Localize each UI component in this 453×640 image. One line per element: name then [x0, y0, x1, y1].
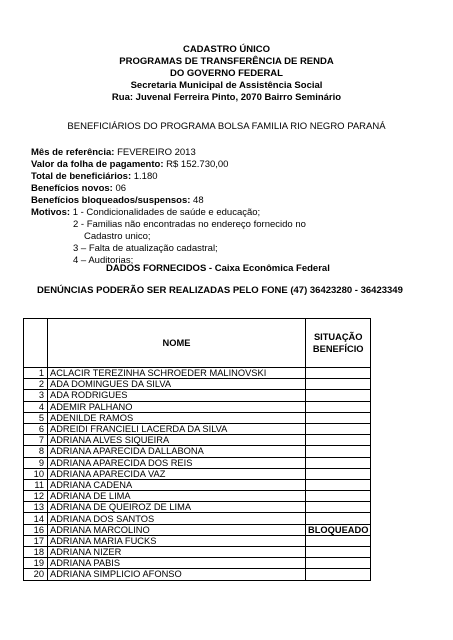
col-num-header — [24, 319, 48, 368]
table-row — [24, 435, 371, 446]
table-row — [24, 446, 371, 457]
valor-value: R$ 152.730,00 — [163, 159, 229, 170]
table-row — [24, 423, 371, 434]
row-situacao — [306, 569, 371, 580]
col-situacao-header: SITUAÇÃO BENEFÍCIO — [306, 319, 371, 368]
subtitle: BENEFICIÁRIOS DO PROGRAMA BOLSA FAMILIA RIO NEGRO PARANÁ — [67, 121, 386, 132]
mes-label: Mês de referência: — [31, 147, 115, 158]
table-row — [24, 368, 371, 379]
row-number: 13 — [24, 502, 48, 513]
row-number: 12 — [24, 491, 48, 502]
table-row — [24, 479, 371, 490]
row-number: 10 — [24, 468, 48, 479]
motivo-3: 3 – Falta de atualização cadastral; — [73, 243, 218, 254]
row-number: 3 — [24, 390, 48, 401]
row-name: ADRIANA ALVES SIQUEIRA — [48, 435, 306, 446]
table-row — [24, 569, 371, 580]
motivo-1: 1 - Condicionalidades de saúde e educação; — [70, 207, 261, 218]
row-name: ADA RODRIGUES — [48, 390, 306, 401]
row-situacao — [306, 491, 371, 502]
bloq-label: Benefícios bloqueados/suspensos: — [31, 195, 191, 206]
row-name: ADEMIR PALHANO — [48, 401, 306, 412]
valor-label: Valor da folha de pagamento: — [31, 159, 164, 170]
total-value: 1.180 — [131, 171, 158, 182]
row-number: 11 — [24, 479, 48, 490]
row-number: 4 — [24, 401, 48, 412]
row-situacao — [306, 457, 371, 468]
row-situacao — [306, 435, 371, 446]
beneficios-novos — [31, 183, 126, 195]
table-row — [24, 491, 371, 502]
row-number: 17 — [24, 535, 48, 546]
table-row — [24, 401, 371, 412]
row-number: 16 — [24, 524, 48, 535]
table-row — [24, 524, 371, 535]
beneficios-bloqueados — [31, 195, 204, 207]
row-situacao — [306, 547, 371, 558]
valor-folha — [31, 159, 228, 171]
table-row — [24, 390, 371, 401]
motivos — [31, 207, 260, 219]
header-line-5: Rua: Juvenal Ferreira Pinto, 2070 Bairro Seminário — [111, 92, 342, 103]
col-nome-header: NOME — [48, 319, 306, 368]
bloq-value: 48 — [190, 195, 204, 206]
row-number: 19 — [24, 558, 48, 569]
table-row — [24, 379, 371, 390]
row-situacao — [306, 401, 371, 412]
row-name: ADRIANA DE QUEIROZ DE LIMA — [48, 502, 306, 513]
row-situacao — [306, 368, 371, 379]
table-row — [24, 558, 371, 569]
row-name: ADRIANA PABIS — [48, 558, 306, 569]
table-row — [24, 468, 371, 479]
dados-fornecidos: DADOS FORNECIDOS - Caixa Econômica Federal — [106, 263, 330, 274]
row-number: 18 — [24, 547, 48, 558]
row-number: 2 — [24, 379, 48, 390]
motivos-label: Motivos: — [31, 207, 71, 218]
total-beneficiarios — [31, 171, 158, 183]
header-line-3: DO GOVERNO FEDERAL — [170, 68, 283, 79]
row-situacao — [306, 513, 371, 524]
row-name: ADRIANA CADENA — [48, 479, 306, 490]
row-name: ADRIANA MARIA FUCKS — [48, 535, 306, 546]
row-situacao — [306, 412, 371, 423]
row-number: 9 — [24, 457, 48, 468]
row-situacao: BLOQUEADO — [306, 524, 371, 535]
table-row — [24, 513, 371, 524]
header-line-2: PROGRAMAS DE TRANSFERÊNCIA DE RENDA — [119, 56, 334, 67]
row-name: ADRIANA APARECIDA DALLABONA — [48, 446, 306, 457]
row-situacao — [306, 423, 371, 434]
row-name: ADRIANA SIMPLICIO AFONSO — [48, 569, 306, 580]
row-name: ADREIDI FRANCIELI LACERDA DA SILVA — [48, 423, 306, 434]
row-number: 6 — [24, 423, 48, 434]
row-name: ADRIANA DOS SANTOS — [48, 513, 306, 524]
motivo-2b: Cadastro unico; — [84, 231, 151, 242]
row-situacao — [306, 558, 371, 569]
table-row — [24, 412, 371, 423]
header-line-1: CADASTRO ÚNICO — [182, 44, 271, 55]
row-name: ADRIANA NIZER — [48, 547, 306, 558]
beneficiarios-table — [23, 318, 371, 581]
table-body — [24, 368, 371, 581]
row-name: ADRIANA APARECIDA DOS REIS — [48, 457, 306, 468]
row-situacao — [306, 468, 371, 479]
novos-value: 06 — [112, 183, 127, 194]
table-row — [24, 547, 371, 558]
table-row — [24, 535, 371, 546]
row-situacao — [306, 390, 371, 401]
motivo-2: 2 - Familias não encontradas no endereço fornecido no — [73, 219, 306, 230]
table-row — [24, 457, 371, 468]
mes-referencia — [31, 147, 196, 159]
denuncias: DENÚNCIAS PODERÃO SER REALIZADAS PELO FONE (47) 36423280 - 36423349 — [37, 285, 403, 296]
row-number: 1 — [24, 368, 48, 379]
row-name: ADRIANA MARCOLINO — [48, 524, 306, 535]
row-number: 8 — [24, 446, 48, 457]
row-number: 20 — [24, 569, 48, 580]
row-number: 5 — [24, 412, 48, 423]
row-name: ADA DOMINGUES DA SILVA — [48, 379, 306, 390]
motivo-4: 4 – Auditorias; — [73, 255, 134, 266]
row-number: 14 — [24, 513, 48, 524]
row-name: ADRIANA APARECIDA VAZ — [48, 468, 306, 479]
row-name: ADRIANA DE LIMA — [48, 491, 306, 502]
novos-label: Benefícios novos: — [31, 183, 113, 194]
row-situacao — [306, 446, 371, 457]
row-name: ADENILDE RAMOS — [48, 412, 306, 423]
row-situacao — [306, 379, 371, 390]
row-number: 7 — [24, 435, 48, 446]
table-header-row — [24, 319, 371, 368]
mes-value: FEVEREIRO 2013 — [114, 147, 196, 158]
row-situacao — [306, 535, 371, 546]
table-row — [24, 502, 371, 513]
row-situacao — [306, 479, 371, 490]
total-label: Total de beneficiários: — [31, 171, 132, 182]
header-line-4: Secretaria Municipal de Assistência Social — [130, 80, 323, 91]
row-situacao — [306, 502, 371, 513]
row-name: ACLACIR TEREZINHA SCHROEDER MALINOVSKI — [48, 368, 306, 379]
